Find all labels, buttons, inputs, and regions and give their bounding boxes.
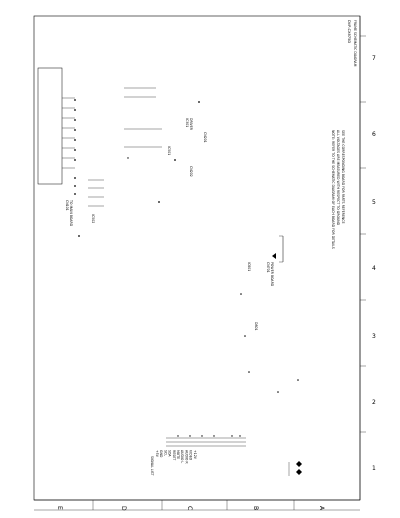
zone-num-3: 3 [372,333,376,340]
note-line-3: SEE THE CORRESPONDING BOARD FOR PARTS REFERENCE [341,130,345,224]
legend-title: SIGNAL LIST [150,456,154,476]
legend-item: MUTE [176,450,180,460]
legend-item: RESET [171,450,176,461]
zone-num-1: 1 [372,465,376,472]
legend-item: AUDIO L [180,450,185,464]
middle-label-a: CN701 [266,262,270,273]
right-zone-ticks [360,36,366,432]
zone-letter-a: A [318,506,325,511]
mid-dots [127,101,200,203]
small-label-b: D801 [254,322,258,331]
zone-letter-e: E [56,506,63,510]
small-label-a: IC801 [247,262,251,272]
zone-letter-c: C [186,506,193,511]
ref-label-c: IC501 [167,146,171,156]
mid-label-a: IC301 [185,118,189,128]
connector-sub-label: TO MAIN BOARD [69,200,73,227]
legend-item: +12V [192,450,197,459]
legend-item: SCL [163,450,168,457]
legend-items [155,450,197,464]
zone-letter-d: D [120,506,127,511]
connector-pins [62,98,75,168]
note-line-1: NOTE: REFER TO THE SCHEMATIC DIAGRAM OF EACH BOARD FOR DETAILS [331,130,335,249]
legend-item: AUDIO R [184,450,189,464]
bottom-symbols [289,461,302,476]
legend-item: VIDEO [188,450,193,461]
connector-block [38,68,62,184]
legend-item: GND [159,450,164,458]
zone-num-4: 4 [372,265,376,272]
note-line-2: ALL VOLTAGES ARE MEASURED WITH RESPECT TO GROUND [336,130,340,226]
zone-letter-b: B [252,506,259,511]
middle-bracket [272,236,283,262]
title-line-1: DVP-CX875D [347,20,351,44]
connector-label: CN101 [65,200,69,211]
legend-ticks [166,435,246,446]
zone-num-2: 2 [372,399,376,406]
legend-item: +5V [155,450,159,457]
zone-num-6: 6 [372,131,376,138]
ref-label-d: IC502 [91,214,95,224]
sheet-border [34,16,360,500]
zone-num-5: 5 [372,199,376,206]
zone-num-7: 7 [372,55,376,62]
ref-label-a: CN201 [203,132,207,143]
middle-label-b: POWER BOARD [270,262,274,287]
ref-label-b: CN202 [189,166,193,177]
title-line-2: FRAME SCHEMATIC DIAGRAM [353,20,357,67]
middle-dots [240,293,299,393]
mid-label-b: DRIVER [189,118,193,131]
legend-item: SDA [167,450,172,457]
upper-signal-labels [88,88,162,206]
